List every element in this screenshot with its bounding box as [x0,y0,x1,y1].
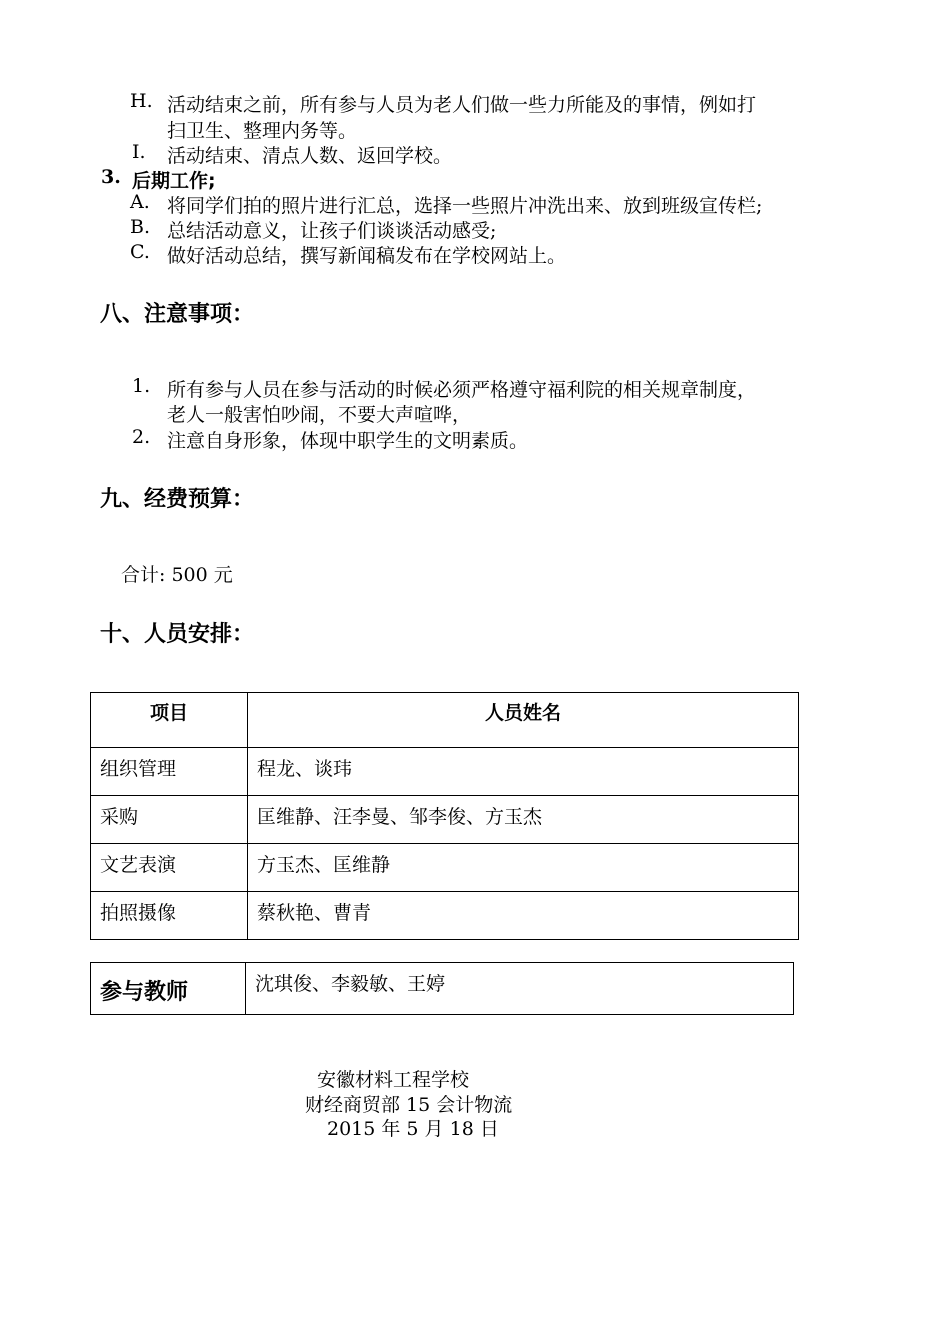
list-marker-h: H. [130,90,153,112]
list-marker-i: I. [132,141,146,163]
list-item-c: 做好活动总结，撰写新闻稿发布在学校网站上。 [167,245,567,267]
section9-heading: 九、经费预算： [100,487,255,512]
list-item-b: 总结活动意义，让孩子们谈谈活动感受; [167,220,497,242]
table-header-item: 项目 [91,693,248,748]
table-header-names: 人员姓名 [248,693,799,748]
signature-date: 2015 年 5 月 18 日 [327,1118,499,1140]
table-row [91,796,799,844]
signature-school: 安徽材料工程学校 [317,1069,470,1091]
notice-marker-1: 1. [132,375,151,397]
teacher-table [90,962,794,1015]
table-row [91,844,799,892]
teacher-names: 沈琪俊、李毅敏、王婷 [246,963,794,1015]
list-item-i: 活动结束、清点人数、返回学校。 [167,145,453,167]
table-cell-names: 程龙、谈玮 [248,748,799,796]
list-item-h-line1: 活动结束之前，所有参与人员为老人们做一些力所能及的事情，例如打 [167,94,757,116]
table-row [91,748,799,796]
table-cell-role: 组织管理 [91,748,248,796]
section8-heading: 八、注意事项： [100,302,255,327]
table-row [91,892,799,940]
notice-item-2: 注意自身形象，体现中职学生的文明素质。 [167,430,529,452]
notice-item-1-line1: 所有参与人员在参与活动的时候必须严格遵守福利院的相关规章制度， [167,379,757,401]
table-header-row [91,693,799,748]
table-row [91,963,794,1015]
teacher-label: 参与教师 [91,963,246,1015]
list-marker-b: B. [130,216,151,238]
table-cell-role: 文艺表演 [91,844,248,892]
table-cell-names: 匡维静、汪李曼、邹李俊、方玉杰 [248,796,799,844]
phase3-number: 3. [101,166,121,188]
list-marker-c: C. [130,241,150,263]
list-item-h-line2: 扫卫生、整理内务等。 [167,120,358,142]
notice-item-1-line2: 老人一般害怕吵闹，不要大声喧哗， [167,404,472,426]
table-cell-names: 方玉杰、匡维静 [248,844,799,892]
notice-marker-2: 2. [132,426,151,448]
staff-table [90,692,799,940]
budget-total: 合计: 500 元 [121,564,233,586]
section10-heading: 十、人员安排： [100,622,255,647]
table-cell-names: 蔡秋艳、曹青 [248,892,799,940]
table-cell-role: 拍照摄像 [91,892,248,940]
list-marker-a: A. [130,191,150,213]
phase3-title: 后期工作; [132,170,216,192]
table-cell-role: 采购 [91,796,248,844]
signature-department: 财经商贸部 15 会计物流 [305,1094,513,1116]
list-item-a: 将同学们拍的照片进行汇总，选择一些照片冲洗出来、放到班级宣传栏; [167,195,763,217]
